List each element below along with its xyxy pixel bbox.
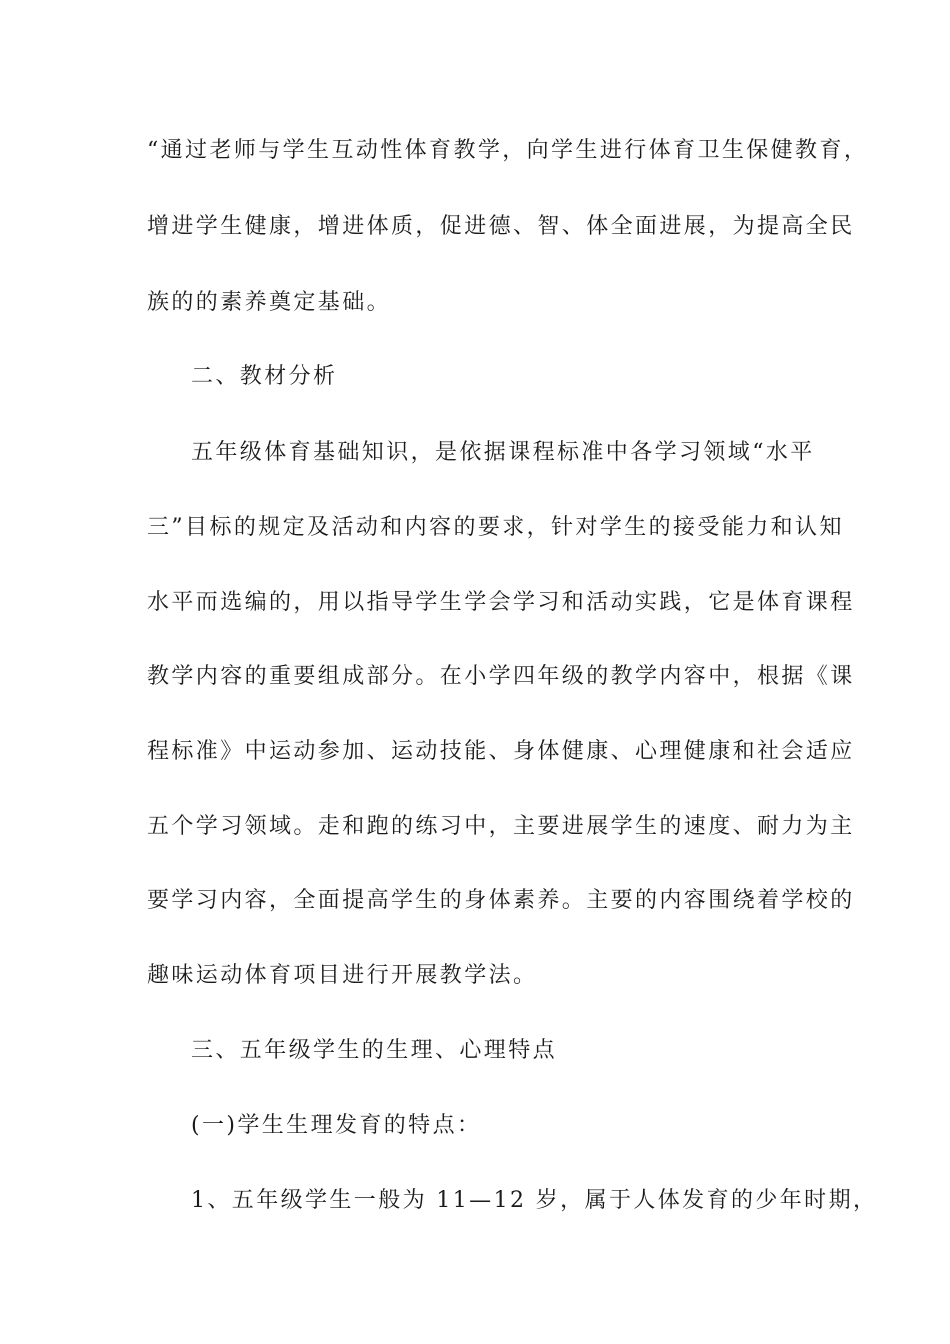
paragraph-line: 趣味运动体育项目进行开展教学法。 (147, 963, 538, 988)
section-heading: 二、教材分析 (191, 364, 338, 389)
paragraph-line: 五个学习领域。走和跑的练习中，主要进展学生的速度、耐力为主 (147, 814, 855, 839)
paragraph-line: 三”目标的规定及活动和内容的要求，针对学生的接受能力和认知 (147, 515, 844, 540)
list-item: 1、五年级学生一般为 11—12 岁，属于人体发育的少年时期， (191, 1188, 878, 1213)
paragraph-line: 族的的素养奠定基础。 (147, 290, 392, 315)
paragraph-line: 增进学生健康，增进体质，促进德、智、体全面进展，为提高全民 (147, 214, 855, 239)
paragraph-line: 教学内容的重要组成部分。在小学四年级的教学内容中，根据《课 (147, 664, 855, 689)
paragraph-line: 程标准》中运动参加、运动技能、身体健康、心理健康和社会适应 (147, 739, 855, 764)
subsection-heading: (一)学生生理发育的特点： (191, 1113, 482, 1138)
paragraph-line: “通过老师与学生互动性体育教学，向学生进行体育卫生保健教育， (147, 138, 869, 163)
paragraph-line: 水平而选编的，用以指导学生学会学习和活动实践，它是体育课程 (147, 590, 855, 615)
paragraph-line: 要学习内容，全面提高学生的身体素养。主要的内容围绕着学校的 (147, 888, 855, 913)
section-heading: 三、五年级学生的生理、心理特点 (191, 1038, 558, 1063)
paragraph-line: 五年级体育基础知识，是依据课程标准中各学习领域“水平 (191, 440, 815, 465)
